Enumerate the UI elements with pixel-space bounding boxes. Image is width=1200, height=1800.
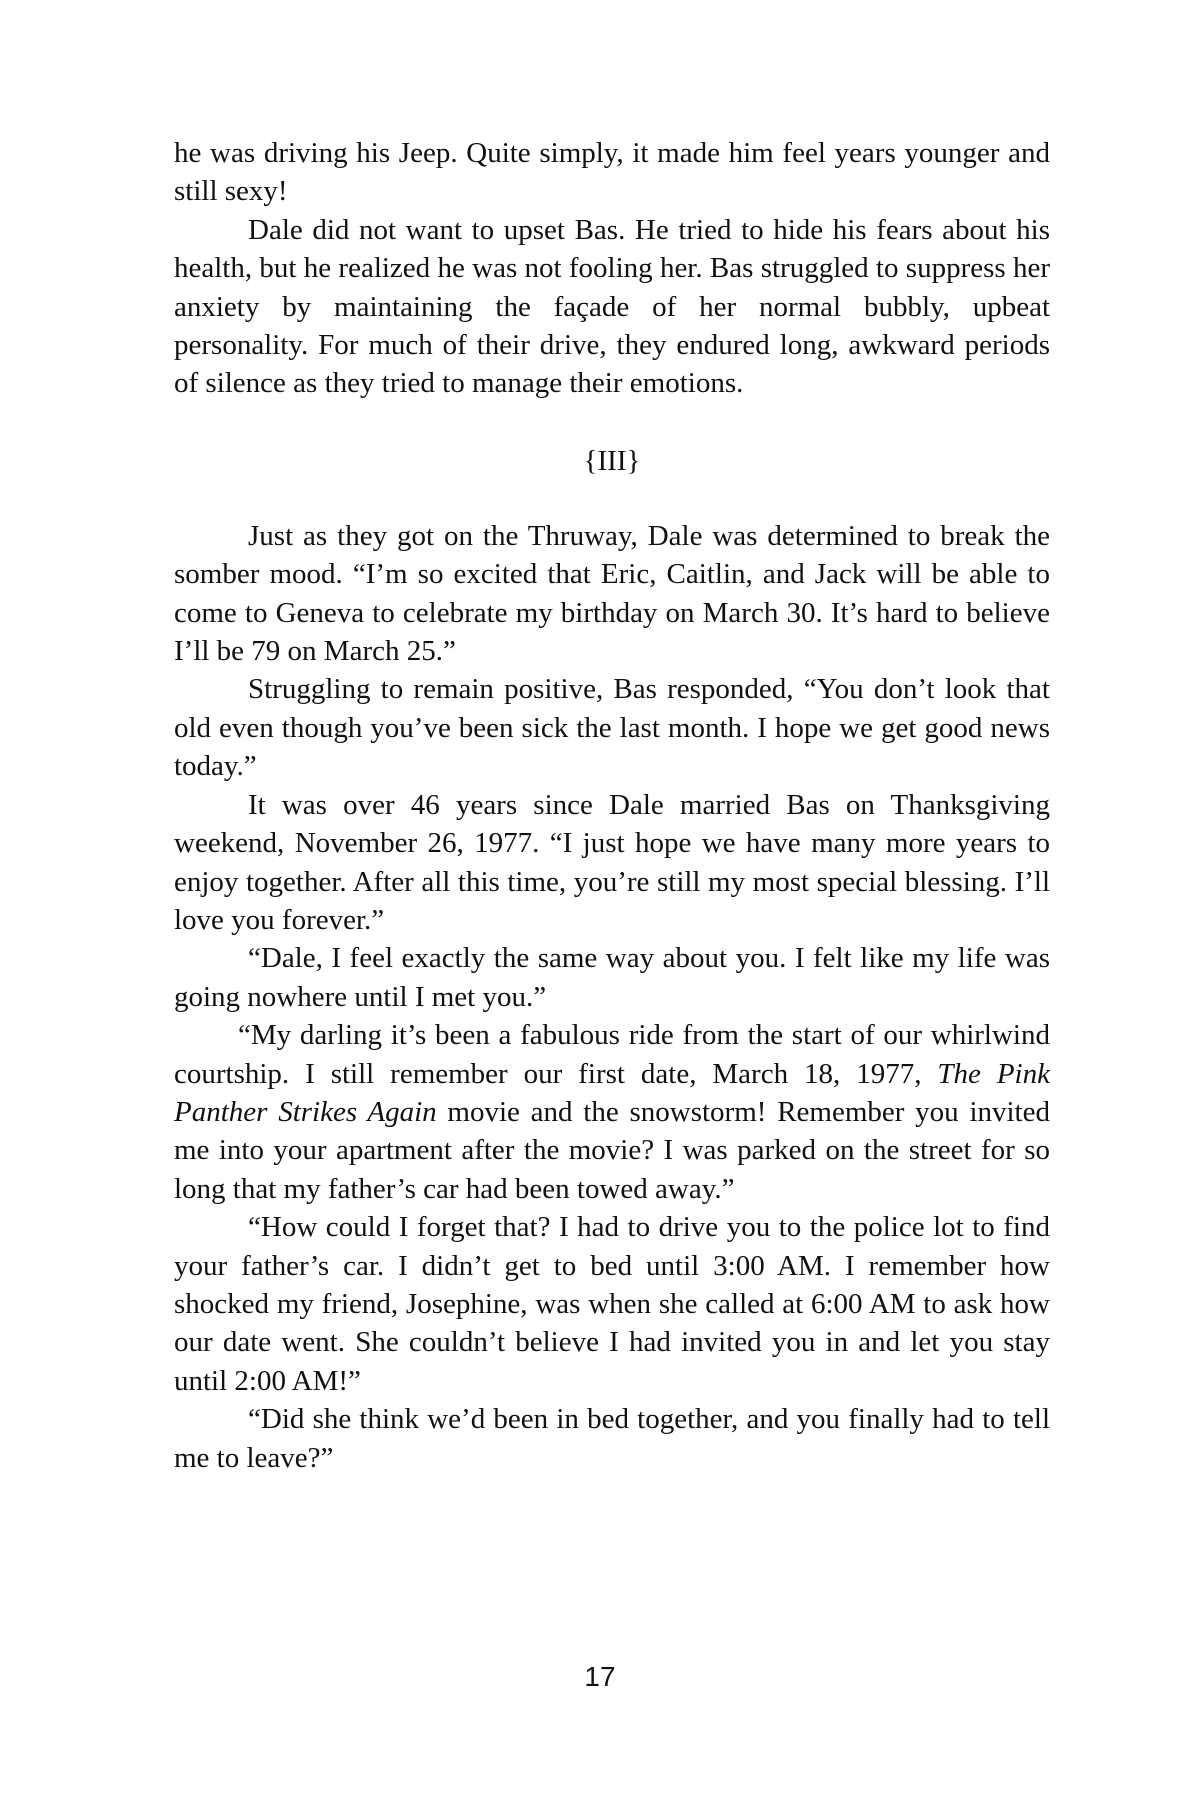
paragraph-6: “Dale, I feel exactly the same way about you. I felt like my life was going nowhere until I met you.”: [174, 942, 1050, 1013]
paragraph-7: [174, 1016, 1050, 1208]
paragraph-8: “How could I forget that? I had to drive you to the police lot to find your father’s car. I didn’t get to bed until 3:00 AM. I remember how shocked my friend, Josephine, was when she called at 6:00 AM to ask how our date went. She couldn’t believe I had invited you in and let you stay until 2:00 AM!”: [174, 1211, 1050, 1397]
paragraph-3: Just as they got on the Thruway, Dale was determined to break the somber mood. “I’m so excited that Eric, Caitlin, and Jack will be able to come to Geneva to celebrate my birthday on March 30. It’s hard to believe I’ll be 79 on March 25.”: [174, 519, 1050, 668]
movie-title: The Pink Panther Strikes Again: [174, 1057, 1050, 1128]
page-body: [174, 134, 1050, 1477]
paragraph-7-text-before: “My darling it’s been a fabulous ride from the start of our whirlwind courtship. I still remember our first date, March 18, 1977,: [174, 1019, 1050, 1090]
paragraph-7-text-after: movie and the snowstorm! Remember you invited me into your apartment after the movie? I was parked on the street for so long that my father’s car had been towed away.”: [174, 1095, 1050, 1205]
section-marker: {III}: [583, 444, 641, 477]
paragraph-5: It was over 46 years since Dale married Bas on Thanksgiving weekend, November 26, 1977. “I just hope we have many more years to enjoy together. After all this time, you’re still my most special blessing. I’ll love you forever.”: [174, 788, 1050, 936]
paragraph-1: he was driving his Jeep. Quite simply, it made him feel years younger and still sexy!: [174, 137, 1050, 208]
paragraph-9: “Did she think we’d been in bed together, and you finally had to tell me to leave?”: [174, 1403, 1050, 1474]
paragraph-4: Struggling to remain positive, Bas responded, “You don’t look that old even though you’ve been sick the last month. I hope we get good news today.”: [174, 673, 1050, 783]
paragraph-2: Dale did not want to upset Bas. He tried to hide his fears about his health, but he realized he was not fooling her. Bas struggled to suppress her anxiety by maintaining the façade of her normal bubbly, upbeat personality. For much of their drive, they endured long, awkward periods of silence as they tried to manage their emotions.: [174, 213, 1050, 400]
page-number: 17: [584, 1661, 616, 1692]
